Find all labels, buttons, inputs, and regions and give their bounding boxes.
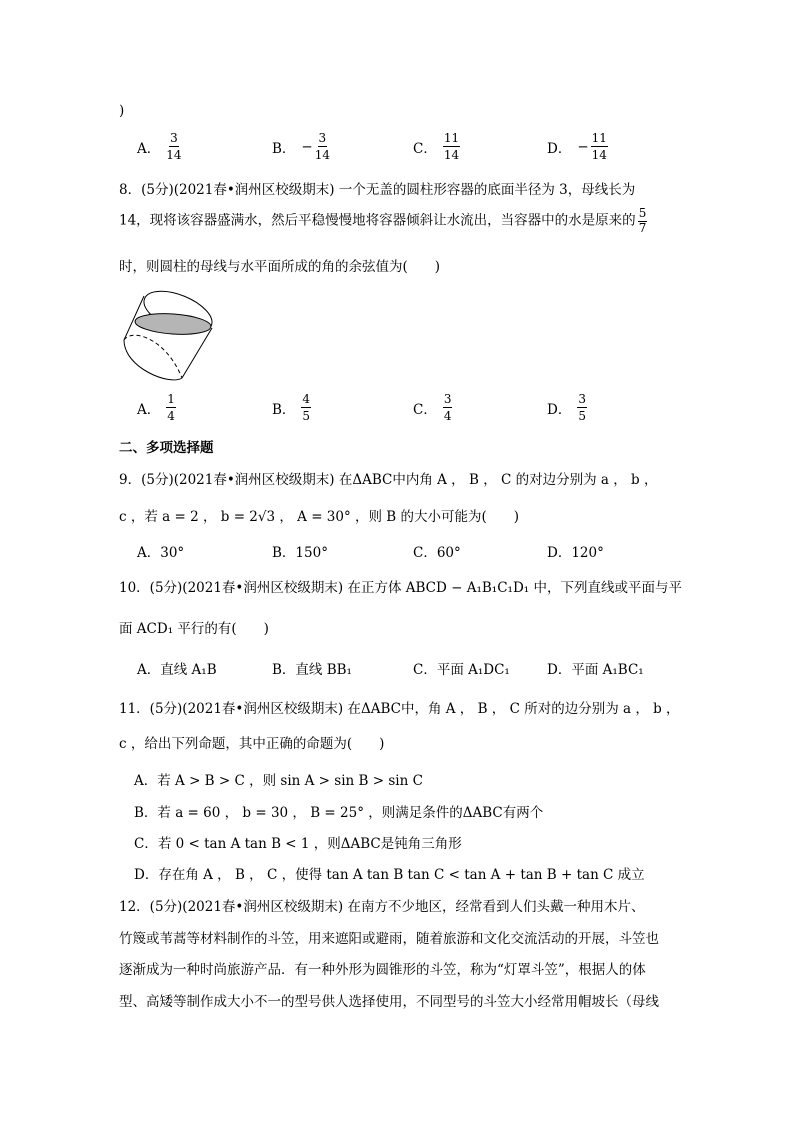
option-label: B． [272,140,296,157]
q12-line-3: 逐渐成为一种时尚旅游产品．有一种外形为圆锥形的斗笠，称为“灯罩斗笠”，根据人的体 [119,962,646,978]
fraction: $\frac{3}{14}$ [166,131,182,162]
q10-option-d[interactable]: D．平面 A₁BC₁ [547,662,644,678]
q7-tail: ) [119,103,125,119]
fraction: $\frac{3}{4}$ [443,392,452,423]
fraction: $\frac{11}{14}$ [443,131,460,162]
q11-option-a[interactable]: A．若 A > B > C ，则 sin A > sin B > sin C [134,773,423,789]
option-label: A． [137,401,161,418]
q10-option-c[interactable]: C．平面 A₁DC₁ [413,662,510,678]
q7-option-d[interactable] [547,131,608,162]
option-label: C． [413,140,437,157]
q10-line-1: 10．(5分)(2021春•润州区校级期末) 在正方体 ABCD − A₁B₁C₁D₁ 中，下列直线或平面与平 [119,580,682,596]
minus-sign: − [301,138,313,155]
fraction: $\frac{3}{14}$ [314,131,331,162]
q12-line-1: 12．(5分)(2021春•润州区校级期末) 在南方不少地区，经常看到人们头戴一种用木片、 [119,899,645,915]
q8-option-a[interactable] [137,392,176,423]
q7-option-c[interactable] [413,131,460,162]
q8-option-d[interactable] [547,392,587,423]
option-label: C． [413,401,437,418]
q9-option-d[interactable]: D．120° [547,545,604,561]
q11-option-d[interactable]: D．存在角 A ， B ， C ，使得 tan A tan B tan C < tan A + tan B + tan C 成立 [134,867,645,883]
q9-line-2: c ，若 a = 2 ， b = 2√3 ， A = 30° ，则 B 的大小可能为( ) [119,509,520,525]
q9-option-b[interactable]: B．150° [272,545,328,561]
q7-option-b[interactable] [272,131,330,162]
q8-option-b[interactable] [272,392,311,423]
fraction: $\frac{4}{5}$ [302,392,311,423]
fraction: $\frac{11}{14}$ [591,131,607,162]
q9-option-c[interactable]: C．60° [413,545,461,561]
q8-option-c[interactable] [413,392,452,423]
q7-option-a[interactable] [137,131,182,162]
q12-line-2: 竹篾或苇蒿等材料制作的斗笠，用来遮阳或避雨，随着旅游和文化交流活动的开展，斗笠也 [119,931,659,947]
option-label: B． [272,401,296,418]
option-label: A． [137,140,161,157]
q11-line-1: 11．(5分)(2021春•润州区校级期末) 在ΔABC中，角 A ， B ， C 所对的边分别为 a ， b ， [119,701,680,717]
q10-option-a[interactable]: A．直线 A₁B [137,662,217,678]
q9-line-1: 9．(5分)(2021春•润州区校级期末) 在ΔABC中内角 A ， B ， C 的对边分别为 a ， b ， [119,472,658,488]
tilted-cylinder-figure [118,288,218,384]
q8-line-3: 时，则圆柱的母线与水平面所成的角的余弦值为( ) [119,259,441,275]
fraction: $\frac{3}{5}$ [578,392,586,423]
fraction: $\frac{1}{4}$ [167,392,175,423]
q11-option-c[interactable]: C．若 0 < tan A tan B < 1 ，则ΔABC是钝角三角形 [134,836,462,852]
q9-option-a[interactable]: A．30° [137,545,185,561]
minus-sign: − [577,138,589,155]
fraction: $\frac{5}{7}$ [638,206,647,235]
q8-line-1: 8．(5分)(2021春•润州区校级期末) 一个无盖的圆柱形容器的底面半径为 3，母线长为 [119,182,636,198]
q8-line-2: 14，现将该容器盛满水，然后平稳慢慢地将容器倾斜让水流出，当容器中的水是原来的 $\frac{5}{7}$ [119,206,647,235]
option-label: D． [547,401,572,418]
option-label: D． [547,140,572,157]
q12-line-4: 型、高矮等制作成大小不一的型号供人选择使用，不同型号的斗笠大小经常用帽坡长（母线 [119,994,659,1010]
q11-line-2: c ，给出下列命题，其中正确的命题为( ) [119,736,385,752]
q11-option-b[interactable]: B．若 a = 60 ， b = 30 ， B = 25° ，则满足条件的ΔABC有两个 [134,805,544,821]
section-heading: 二、多项选择题 [119,440,214,456]
q10-line-2: 面 ACD₁ 平行的有( ) [119,621,269,637]
q10-option-b[interactable]: B．直线 BB₁ [272,662,352,678]
